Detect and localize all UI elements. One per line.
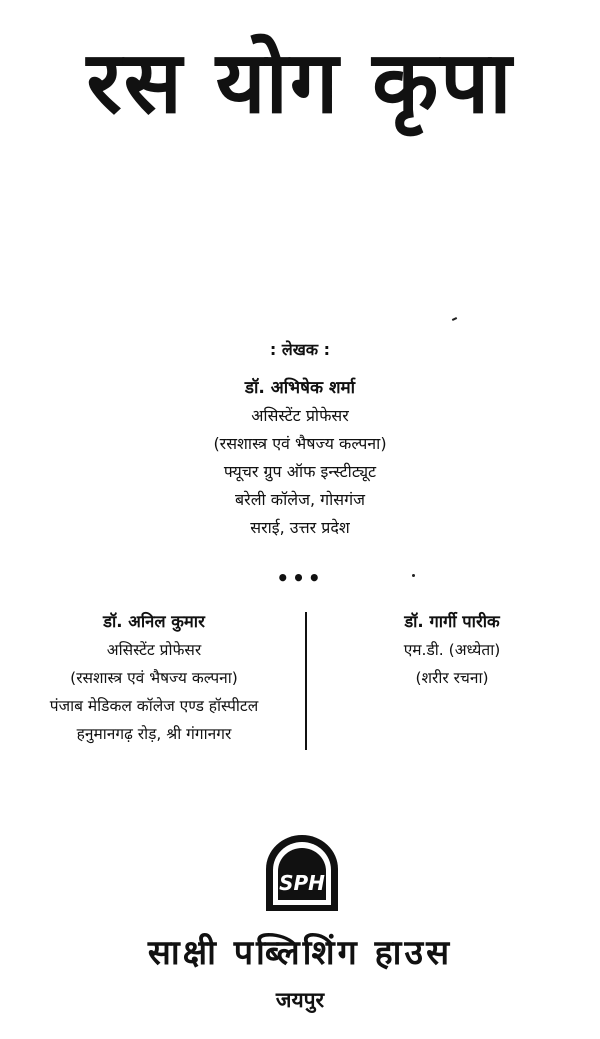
- co-author-left-name: डॉ. अनिल कुमार: [103, 612, 205, 631]
- publisher-logo-icon: [264, 833, 340, 913]
- co-author-right-name: डॉ. गार्गी पारीक: [404, 612, 500, 631]
- publisher-city: जयपुर: [275, 988, 325, 1012]
- main-author-name: डॉ. अभिषेक शर्मा: [244, 378, 356, 398]
- authors-heading: : लेखक :: [269, 340, 331, 359]
- column-divider: [305, 612, 307, 750]
- main-author-location: सराई, उत्तर प्रदेश: [250, 518, 350, 537]
- co-author-right-degree: एम.डी. (अध्येता): [403, 641, 501, 659]
- section-separator: •••: [276, 566, 324, 590]
- main-author-department: (रसशास्त्र एवं भैषज्य कल्पना): [213, 434, 387, 453]
- co-author-right-subject: (शरीर रचना): [415, 669, 489, 687]
- main-author-designation: असिस्टेंट प्रोफेसर: [251, 406, 349, 425]
- publisher-logo-text: SPH: [279, 871, 325, 895]
- main-author-institute: फ्यूचर ग्रुप ऑफ इन्स्टीट्यूट: [223, 462, 377, 481]
- main-author-college: बरेली कॉलेज, गोसगंज: [235, 490, 365, 509]
- main-author-block: [150, 374, 450, 542]
- publisher-name: साक्षी पब्लिशिंग हाउस: [147, 933, 453, 973]
- print-speck: [452, 317, 457, 321]
- co-author-left-designation: असिस्टेंट प्रोफेसर: [106, 641, 202, 659]
- book-title: रस योग कृपा: [86, 33, 514, 133]
- co-author-left-institute: पंजाब मेडिकल कॉलेज एण्ड हॉस्पीटल: [49, 697, 259, 715]
- co-author-right-block: [356, 608, 548, 692]
- co-author-left-block: [4, 608, 304, 748]
- co-author-left-department: (रसशास्त्र एवं भैषज्य कल्पना): [70, 669, 238, 687]
- co-author-left-location: हनुमानगढ़ रोड़, श्री गंगानगर: [76, 725, 232, 743]
